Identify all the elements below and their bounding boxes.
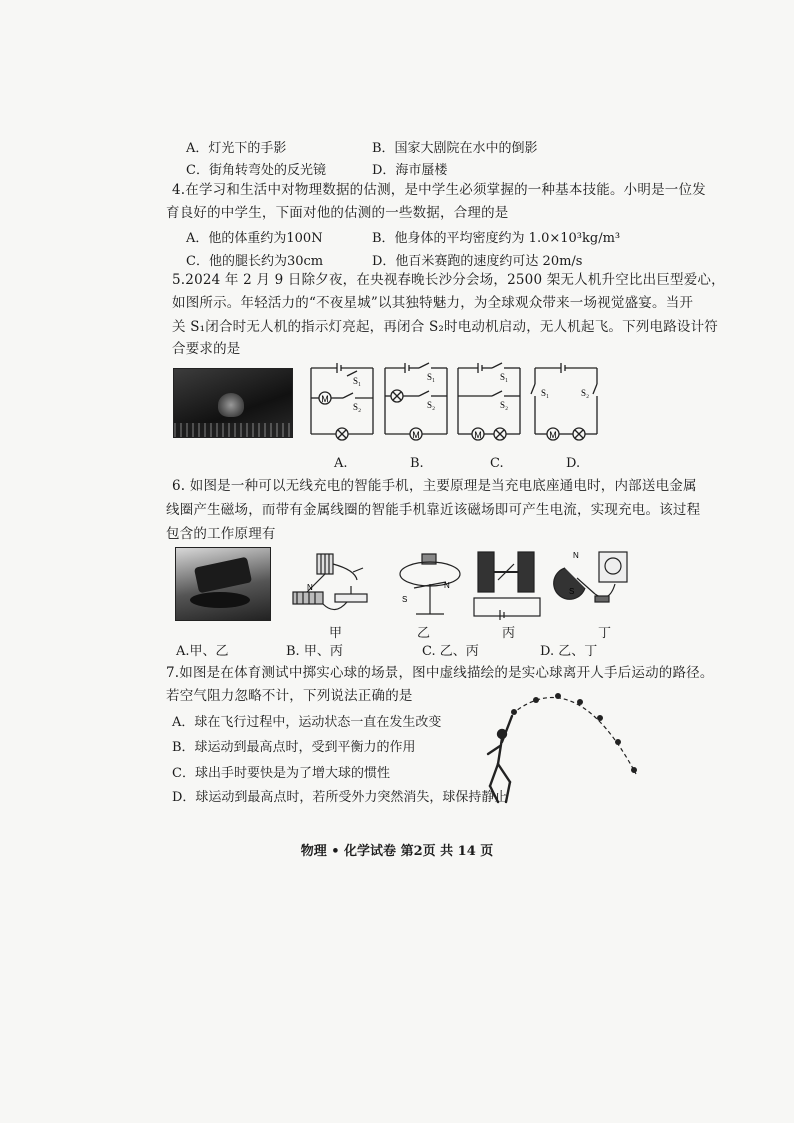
motor-label: M [321,394,329,404]
pole-n-label: N [307,583,313,592]
wireless-charging-phone-photo [175,547,271,621]
q3-option-b: B．国家大剧院在水中的倒影 [372,141,538,156]
motor-label: M [412,430,420,440]
circuit-a [311,362,377,436]
q5-stem-line2: 如图所示。年轻活力的“不夜星城”以其独特魅力，为全球观众带来一场视觉盛宴。当开 [172,295,694,311]
switch-s1-label: S₁ [541,388,550,398]
q3-option-d: D．海市蜃楼 [372,163,448,178]
q5-stem-line1: 5.2024 年 2 月 9 日除夕夜，在央视春晚长沙分会场，2500 架无人机升空比出巨型爱心， [172,272,725,288]
q6-option-d: D. 乙、丁 [540,644,598,659]
switch-s2-label: S₂ [581,388,590,398]
q6-option-c: C. 乙、丙 [422,644,479,659]
figure-ding-generator [555,548,631,622]
switch-s2-label: S₂ [353,402,362,412]
q7-option-d: D．球运动到最高点时，若所受外力突然消失，球保持静止 [172,790,508,805]
figure-bing-motor [470,550,548,622]
motor-label: M [549,430,557,440]
shot-put-trajectory-figure [484,690,640,808]
pole-s-label: S [402,595,408,604]
q4-stem-line1: 4.在学习和生活中对物理数据的估测，是中学生必须掌握的一种基本技能。小明是一位发 [172,182,706,198]
switch-s1-label: S₁ [427,372,436,382]
q4-option-b: B．他身体的平均密度约为 1.0×10³kg/m³ [372,231,621,246]
pole-n-label: N [444,581,450,590]
q3-option-a: A．灯光下的手影 [186,141,287,156]
q7-option-b: B．球运动到最高点时，受到平衡力的作用 [172,740,416,755]
q6-option-b: B. 甲、丙 [286,644,343,659]
figure-jia-label: 甲 [329,626,343,641]
q6-stem-line2: 线圈产生磁场，而带有金属线圈的智能手机靠近该磁场即可产生电流，实现充电。该过程 [166,502,701,518]
figure-yi-label: 乙 [417,626,431,641]
circuit-d-label: D. [566,456,581,471]
q3-option-c: C．街角转弯处的反光镜 [186,163,326,178]
q4-option-a: A．他的体重约为100N [186,231,323,246]
q6-option-a: A.甲、乙 [176,644,229,659]
pole-n-label: N [573,551,579,560]
figure-bing-label: 丙 [502,626,516,641]
q7-option-c: C．球出手时要快是为了增大球的惯性 [172,766,390,781]
figure-jia-electromagnet [285,550,373,622]
switch-s1-label: S₁ [500,372,509,382]
figure-yi-oersted [394,552,466,622]
q7-stem-line2: 若空气阻力忽略不计，下列说法正确的是 [166,688,413,704]
circuit-c-label: C. [490,456,504,471]
figure-ding-label: 丁 [598,626,612,641]
circuit-b [385,362,451,440]
q6-stem-line3: 包含的工作原理有 [166,526,276,542]
q6-stem-line1: 6. 如图是一种可以无线充电的智能手机，主要原理是当充电底座通电时，内部送电金属 [172,478,697,494]
switch-s2-label: S₂ [500,400,509,410]
circuit-a-label: A. [334,456,348,471]
q4-option-d: D．他百米赛跑的速度约可达 20m/s [372,254,583,269]
switch-s1-label: S₁ [353,376,362,386]
drone-show-photo [173,368,293,438]
q4-option-c: C．他的腿长约为30cm [186,254,324,269]
circuit-c [458,362,524,440]
q5-stem-line4: 合要求的是 [172,341,241,357]
switch-s2-label: S₂ [427,400,436,410]
page-footer: 物理 • 化学试卷 第2页 共 14 页 [300,844,494,859]
q7-option-a: A．球在飞行过程中，运动状态一直在发生改变 [172,715,442,730]
circuit-d [535,362,601,440]
pole-s-label: S [569,587,575,596]
q7-stem-line1: 7.如图是在体育测试中掷实心球的场景，图中虚线描绘的是实心球离开人手后运动的路径。 [166,665,714,681]
motor-label: M [474,430,482,440]
q5-stem-line3: 关 S₁闭合时无人机的指示灯亮起，再闭合 S₂时电动机启动，无人机起飞。下列电路设计符 [172,319,719,335]
q4-stem-line2: 育良好的中学生，下面对他的估测的一些数据，合理的是 [166,205,509,221]
circuit-b-label: B. [410,456,424,471]
